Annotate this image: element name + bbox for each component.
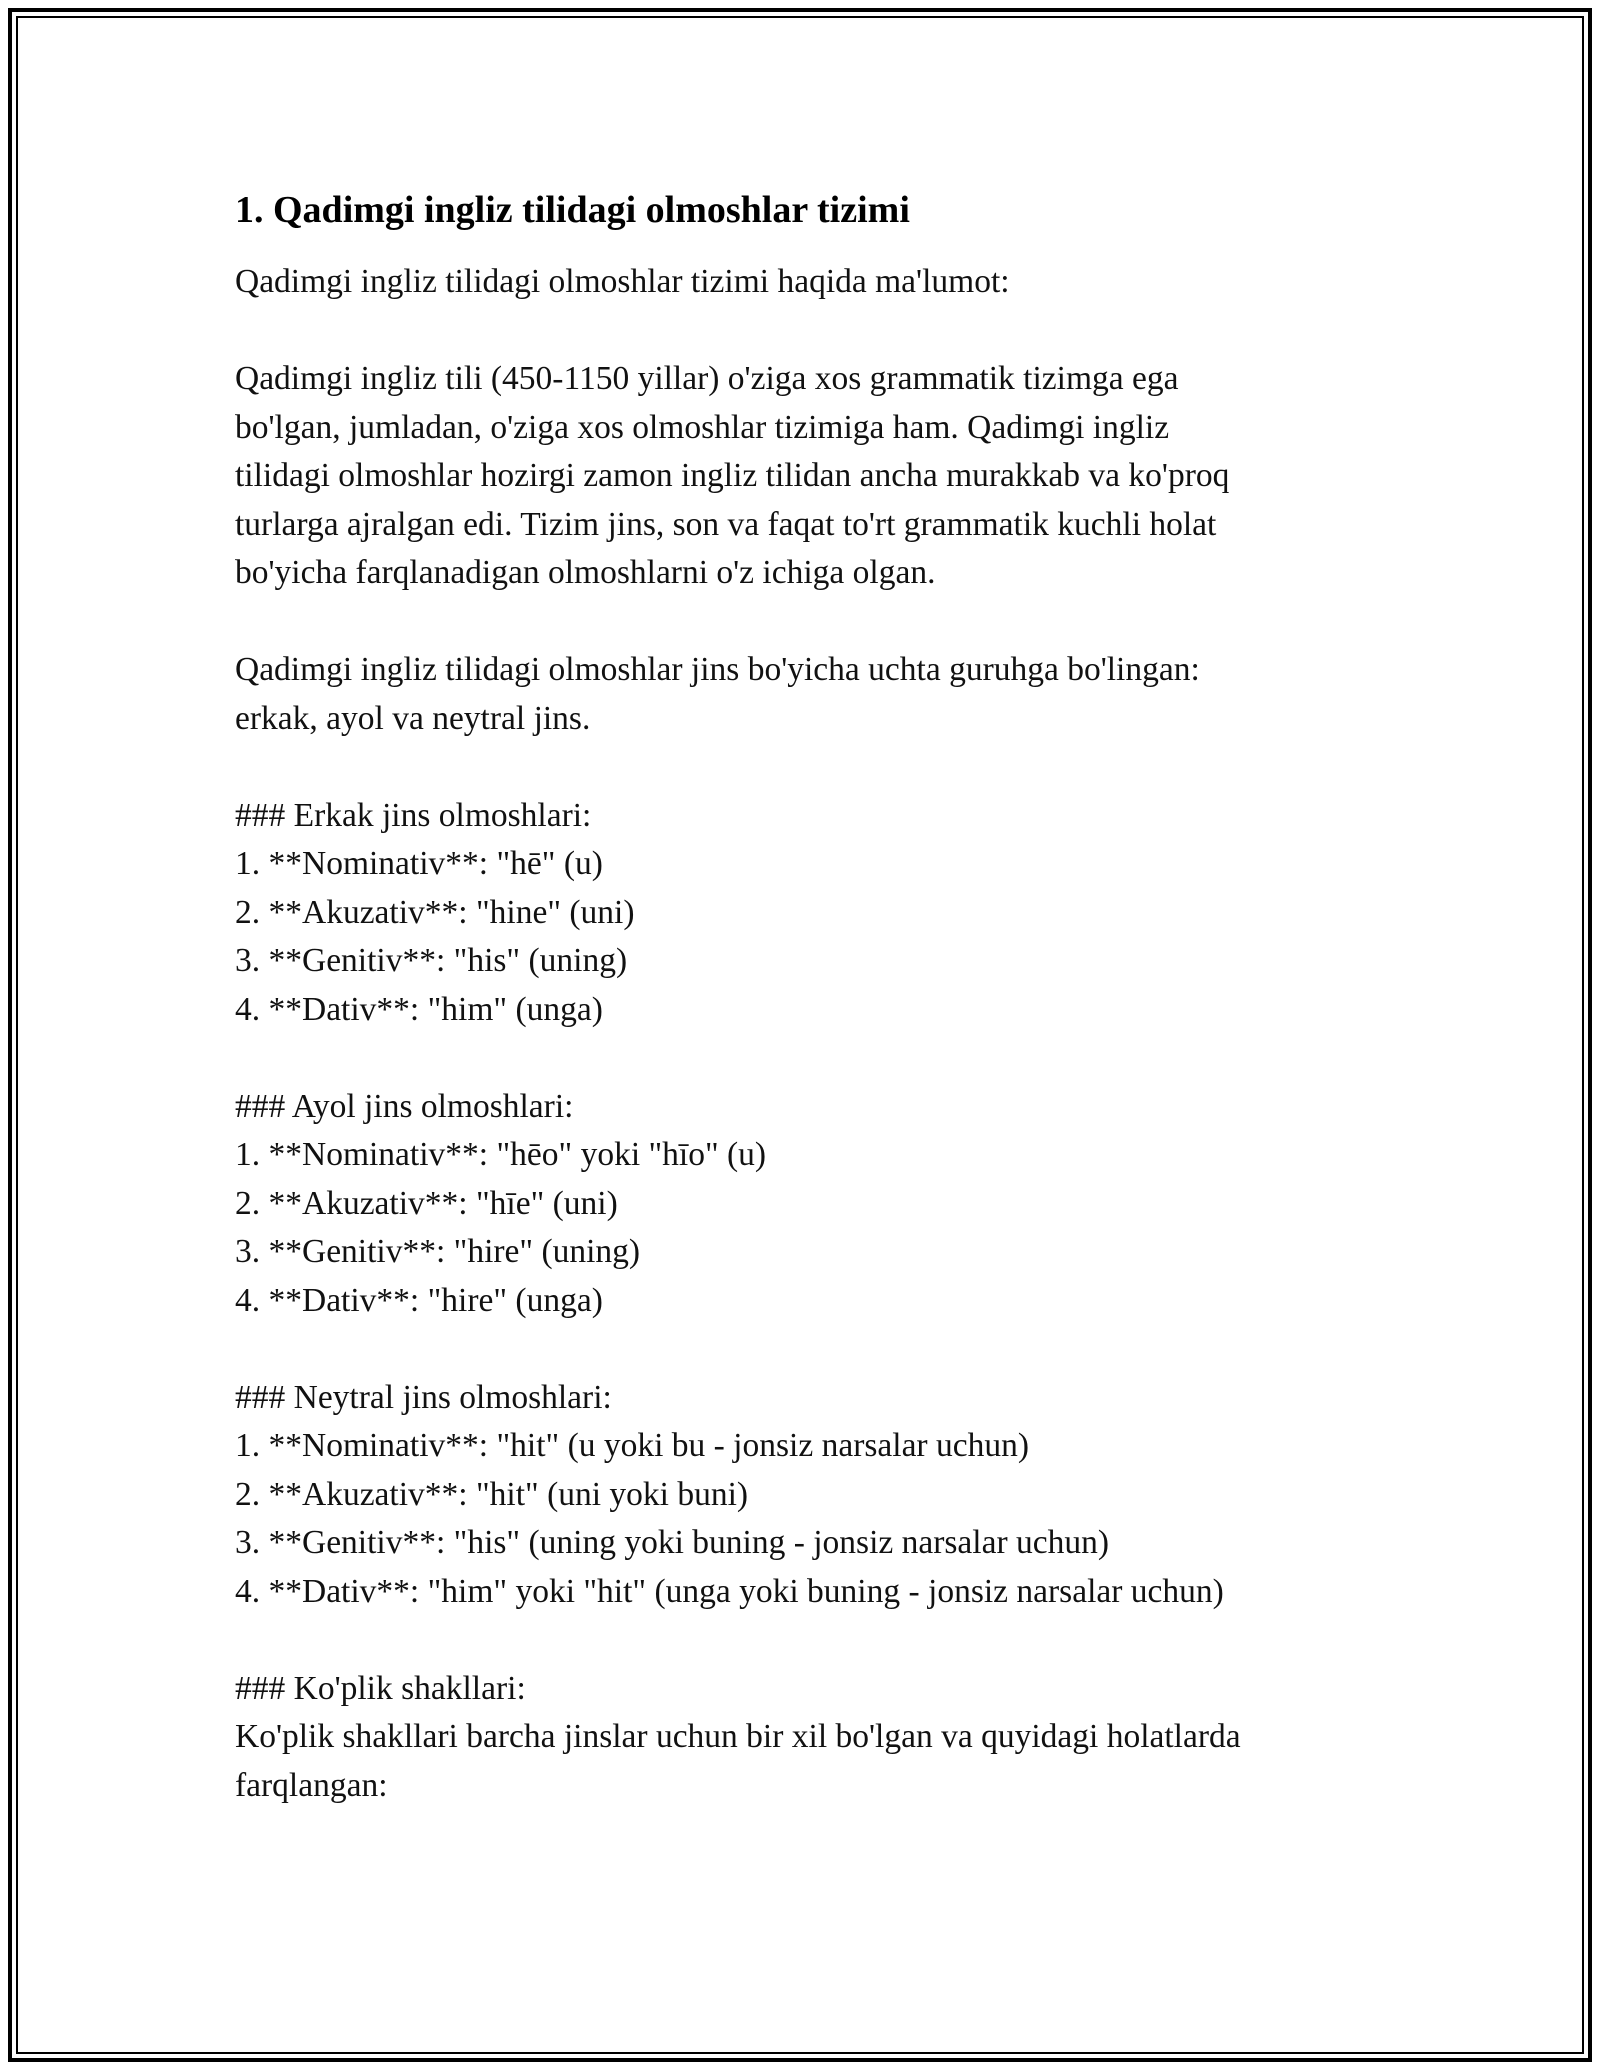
section-heading: ### Ayol jins olmoshlari: [235,1087,574,1125]
list-item: 4. **Dativ**: "hire" (unga) [235,1281,603,1319]
spacer [235,307,1355,356]
spacer [235,598,1355,647]
document-title: 1. Qadimgi ingliz tilidagi olmoshlar tizimi [235,189,910,231]
paragraph-line: farqlangan: [235,1766,388,1804]
section-heading: ### Erkak jins olmoshlari: [235,796,592,834]
intro-line: Qadimgi ingliz tilidagi olmoshlar tizimi haqida ma'lumot: [235,263,1010,300]
section-feminine [235,1083,1355,1326]
document-body [235,186,1355,1810]
paragraph-line: Qadimgi ingliz tili (450-1150 yillar) o'ziga xos grammatik tizimga ega [235,360,1179,397]
list-item: 3. **Genitiv**: "his" (uning yoki buning - jonsiz narsalar uchun) [235,1524,1110,1561]
spacer [235,1325,1355,1374]
paragraph-line: tilidagi olmoshlar hozirgi zamon ingliz tilidan ancha murakkab va ko'proq [235,457,1230,494]
paragraph-genders [235,646,1355,743]
section-plural [235,1665,1355,1811]
paragraph-line: turlarga ajralgan edi. Tizim jins, son va faqat to'rt grammatik kuchli holat [235,505,1217,543]
spacer [235,743,1355,792]
intro-text [235,258,1355,307]
paragraph-line: erkak, ayol va neytral jins. [235,699,591,737]
list-item: 1. **Nominativ**: "hē" (u) [235,845,603,882]
list-item: 4. **Dativ**: "him" (unga) [235,990,603,1028]
list-item: 1. **Nominativ**: "hēo" yoki "hīo" (u) [235,1136,767,1173]
list-item: 2. **Akuzativ**: "hit" (uni yoki buni) [235,1475,749,1513]
list-item: 2. **Akuzativ**: "hīe" (uni) [235,1184,618,1222]
paragraph-line: Ko'plik shakllari barcha jinslar uchun bir xil bo'lgan va quyidagi holatlarda [235,1718,1241,1755]
spacer [235,1616,1355,1665]
paragraph-history [235,355,1355,598]
section-heading: ### Neytral jins olmoshlari: [235,1378,612,1416]
list-item: 3. **Genitiv**: "his" (uning) [235,942,628,979]
section-neuter [235,1374,1355,1617]
section-masculine [235,792,1355,1035]
paragraph-line: Qadimgi ingliz tilidagi olmoshlar jins bo'yicha uchta guruhga bo'lingan: [235,651,1200,688]
list-item: 4. **Dativ**: "him" yoki "hit" (unga yoki buning - jonsiz narsalar uchun) [235,1572,1224,1610]
paragraph-line: bo'lgan, jumladan, o'ziga xos olmoshlar tizimiga ham. Qadimgi ingliz [235,408,1170,446]
paragraph-line: bo'yicha farqlanadigan olmoshlarni o'z ichiga olgan. [235,554,936,591]
spacer [235,1034,1355,1083]
list-item: 2. **Akuzativ**: "hine" (uni) [235,893,635,931]
section-heading: ### Ko'plik shakllari: [235,1669,526,1707]
list-item: 3. **Genitiv**: "hire" (uning) [235,1233,641,1270]
list-item: 1. **Nominativ**: "hit" (u yoki bu - jonsiz narsalar uchun) [235,1427,1029,1464]
